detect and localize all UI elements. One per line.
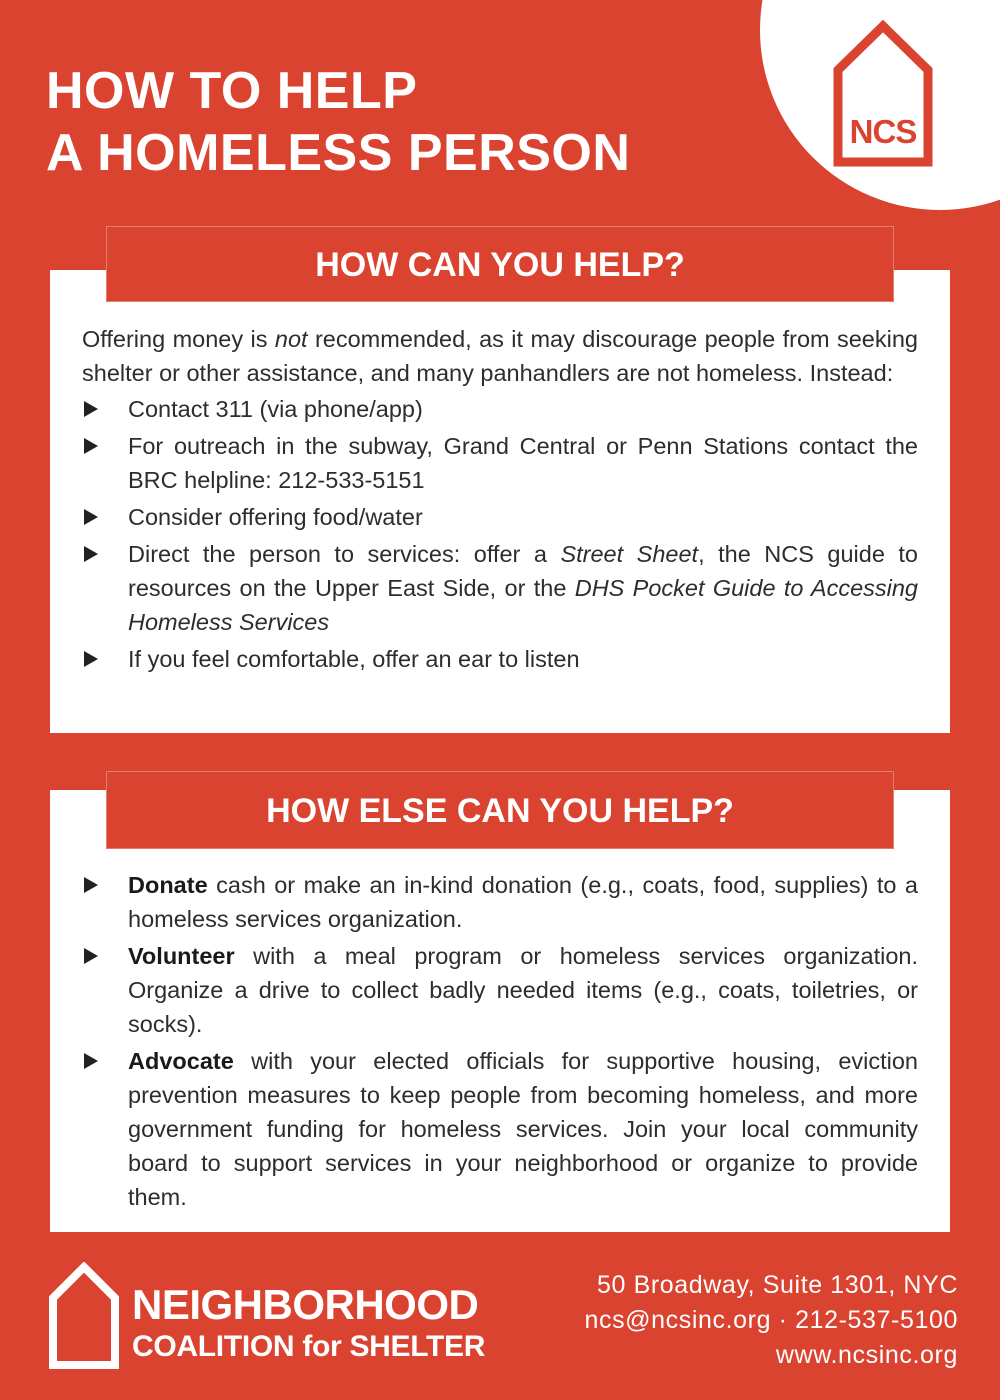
section-heading-how-else-can-you-help: HOW ELSE CAN YOU HELP? [106,771,894,849]
list-item [82,500,918,534]
list-item-text: Direct the person to services: offer a [128,541,561,567]
title-line-2: A HOMELESS PERSON [46,124,631,182]
triangle-right-icon [84,401,98,417]
triangle-right-icon [84,546,98,562]
how-else-can-you-help-panel [50,790,950,1232]
triangle-right-icon [84,651,98,667]
website-link[interactable]: www.ncsinc.org [775,1341,958,1369]
how-else-can-you-help-body [82,868,918,1217]
triangle-right-icon [84,948,98,964]
list-item-text: with a meal program or homeless services organization. Organize a drive to collect badly needed items (e.g., coats, toiletries, or socks). [128,943,918,1037]
triangle-right-icon [84,509,98,525]
triangle-right-icon [84,877,98,893]
ncs-logo-text: NCS [849,113,917,150]
org-name-line-2: COALITION for SHELTER [132,1330,486,1363]
else-help-list [82,868,918,1214]
list-item [82,939,918,1041]
how-can-you-help-panel [50,270,950,733]
list-item [82,392,918,426]
triangle-right-icon [84,1053,98,1069]
help-list [82,392,918,676]
advocate-lead: Advocate [128,1048,234,1074]
volunteer-lead: Volunteer [128,943,235,969]
donate-lead: Donate [128,872,208,898]
house-outline-icon [48,1262,120,1370]
list-item-text: If you feel comfortable, offer an ear to listen [128,646,580,672]
intro-paragraph [82,322,918,390]
list-item [82,1044,918,1214]
list-item [82,868,918,936]
list-item [82,642,918,676]
title-line-1: HOW TO HELP [46,62,418,120]
email-phone-text[interactable]: ncs@ncsinc.org · 212-537-5100 [584,1306,958,1334]
list-item-text: cash or make an in-kind donation (e.g., coats, food, supplies) to a homeless services organization. [128,872,918,932]
list-item-text: For outreach in the subway, Grand Central or Penn Stations contact the BRC helpline: 212-533-5151 [128,433,918,493]
list-item-text: Contact 311 (via phone/app) [128,396,423,422]
address-text: 50 Broadway, Suite 1301, NYC [597,1271,958,1299]
dhs-guide-title: DHS Pocket Guide to Accessing Homeless Services [128,575,918,635]
ncs-house-logo-icon [830,20,936,168]
list-item-text: , the NCS guide to resources on the Upper East Side, or the [128,541,919,601]
contact-info [584,1268,958,1373]
how-can-you-help-body [82,322,918,679]
street-sheet-title: Street Sheet [560,541,699,567]
intro-text-a: Offering money is [82,326,275,352]
organization-name [132,1281,486,1363]
section-heading-how-can-you-help: HOW CAN YOU HELP? [106,226,894,302]
triangle-right-icon [84,438,98,454]
intro-text-b: recommended, as it may discourage people from seeking shelter or other assistance, and many panhandlers are not homeless. Instead: [82,326,918,386]
list-item-text: with your elected officials for supportive housing, eviction prevention measures to keep people from becoming homeless, and more government funding for homeless services. Join your local community board to support services in your neighborhood or organize to provide them. [128,1048,918,1210]
list-item-text: Consider offering food/water [128,504,423,530]
list-item [82,537,918,639]
page-title [46,60,630,184]
org-name-line-1: NEIGHBORHOOD [132,1281,479,1328]
list-item [82,429,918,497]
intro-emphasis: not [274,326,308,352]
